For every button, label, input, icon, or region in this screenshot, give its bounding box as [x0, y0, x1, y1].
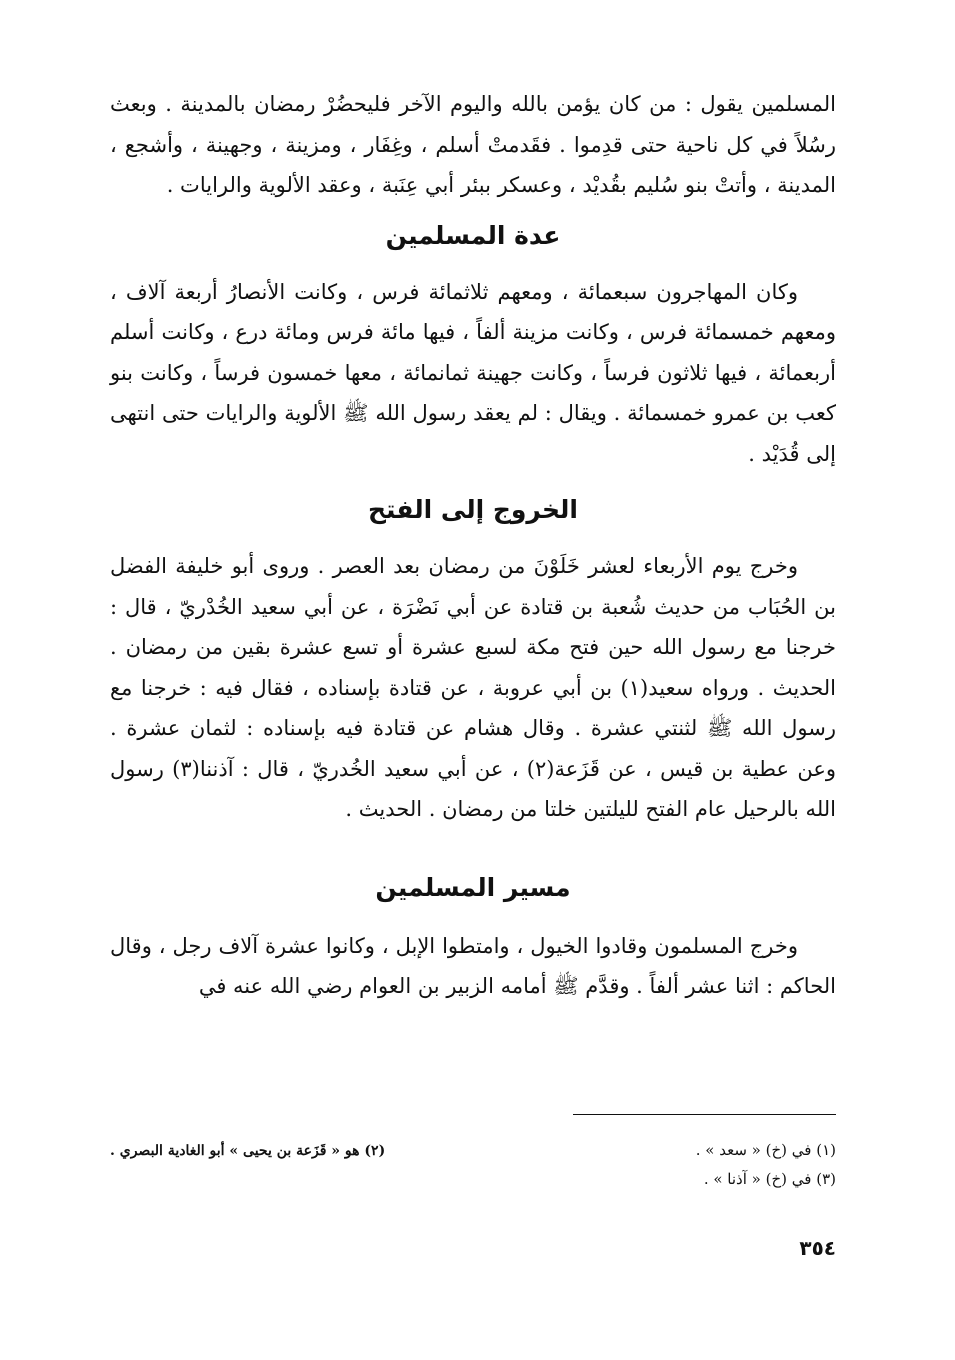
footnote-row: [110, 1165, 836, 1193]
footnotes: [110, 1136, 836, 1193]
paragraph-departure: وخرج يوم الأربعاء لعشر خَلَوْنَ من رمضان بعد العصر . وروى أبو خليفة الفضل بن الحُبَاب من حديث شُعبة بن قتادة عن أبي نَضْرَة ، عن أبي سعيد الخُدْريّ ، قال : خرجنا مع رسول الله حين فتح مكة لسبع عشرة أو تسع عشرة بقين من رمضان . الحديث . ورواه سعيد(١) بن أبي عروبة ، عن قتادة بإسناده ، فقال فيه : خرجنا مع رسول الله ﷺ لثنتي عشرة . وقال هشام عن قتادة فيه بإسناده : لثمان عشرة . وعن عطية بن قيس ، عن قَزَعة(٢) ، عن أبي سعيد الخُدريّ ، قال : آذننا(٣) رسول الله بالرحيل عام الفتح لليلتين خلتا من رمضان . الحديث .: [110, 554, 836, 821]
footnote-divider: [573, 1114, 836, 1115]
footnote-3: (٣) في (خ) « آذنا » .: [703, 1170, 836, 1188]
paragraph-march: وخرج المسلمون وقادوا الخيول ، وامتطوا الإبل ، وكانوا عشرة آلاف رجل ، وقال الحاكم : اثنا عشر ألفاً . وقدَّم ﷺ أمامه الزبير بن العوام رضي الله عنه في: [110, 933, 836, 998]
paragraph-army-count: وكان المهاجرون سبعمائة ، ومعهم ثلاثمائة فرس ، وكانت الأنصارُ أربعة آلاف ، ومعهم خمسمائة فرس ، وكانت مزينة ألفاً ، فيها مائة فرس ومائة درع ، وكانت أسلم أربعمائة ، فيها ثلاثون فرساً ، وكانت جهينة ثمانمائة ، معها خمسون فرساً ، وكانت بنو كعب بن عمرو خمسمائة . ويقال : لم يعقد رسول الله ﷺ الألوية والرايات حتى انتهى إلى قُدَيْد .: [110, 279, 836, 466]
page-body: [110, 84, 836, 1007]
footnote-row: [110, 1136, 836, 1165]
page-number: ٣٥٤: [799, 1236, 836, 1260]
footnote-2: (٢) هو « قَزَعة بن يحيى » أبو الغادية البصري .: [110, 1143, 386, 1159]
section-heading-march: مسير المسلمين: [375, 872, 571, 902]
paragraph-opening: المسلمين يقول : من كان يؤمن بالله واليوم الآخر فليحضُرْ رمضان بالمدينة . وبعث رسُلاً في كل ناحية حتى قدِموا . فقَدمتْ أسلم ، وغِفَار ، ومزينة ، وجهينة ، وأشجع ، المدينة ، وأتتْ بنو سُليم بقُديْد ، وعسكر ببئر أبي عِنَبة ، وعقد الألوية والرايات .: [110, 92, 836, 197]
section-heading-departure: الخروج إلى الفتح: [368, 495, 578, 524]
section-heading-muslims-count: عدة المسلمين: [385, 220, 561, 250]
footnote-1: (١) في (خ) « سعد » .: [695, 1141, 836, 1159]
